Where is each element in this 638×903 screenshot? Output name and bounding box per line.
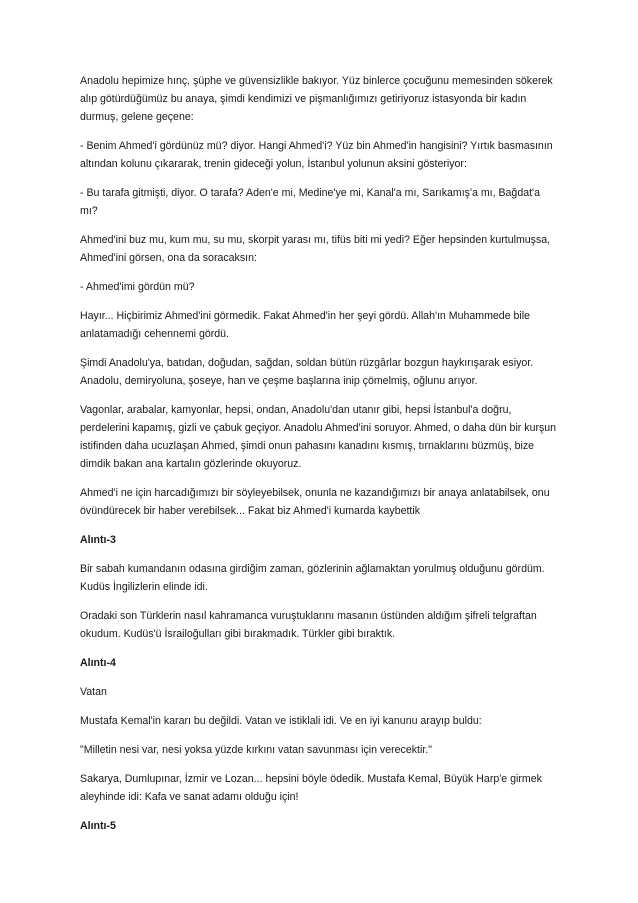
paragraph-14: "Milletin nesi var, nesi yoksa yüzde kırkını vatan savunması için verecektir." xyxy=(80,744,432,756)
document-page xyxy=(80,72,560,846)
paragraph-13: Mustafa Kemal'in kararı bu değildi. Vatan ve istiklali idi. Ve en iyi kanunu arayıp buldu: xyxy=(80,715,482,727)
paragraph-7: Şimdi Anadolu'ya, batıdan, doğudan, sağdan, soldan bütün rüzgârlar bozgun haykırışarak esiyor. Anadolu, demiryoluna, şoseye, han ve çeşme başlarına inip çömelmiş, oğlunu arıyor. xyxy=(80,357,534,387)
section-heading-alinti-4: Alıntı-4 xyxy=(80,657,116,669)
paragraph-3: - Bu tarafa gitmişti, diyor. O tarafa? Aden'e mi, Medine'ye mi, Kanal'a mı, Sarıkamış'a mı, Bağdat'a mı? xyxy=(80,187,540,217)
paragraph-1: Anadolu hepimize hınç, şüphe ve güvensizlikle bakıyor. Yüz binlerce çocuğunu memesinden sökerek alıp götürdüğümüz bu anaya, şimdi kendimizi ve pişmanlığımızı getiriyoruz istasyonda bir kadın durmuş, gelene geçene: xyxy=(80,75,553,123)
paragraph-12: Vatan xyxy=(80,686,107,698)
paragraph-15: Sakarya, Dumlupınar, İzmir ve Lozan... hepsini böyle ödedik. Mustafa Kemal, Büyük Harp'e girmek aleyhinde idi: Kafa ve sanat adamı olduğu için! xyxy=(80,773,542,803)
paragraph-6: Hayır... Hiçbirimiz Ahmed'ini görmedik. Fakat Ahmed'in her şeyi gördü. Allah'ın Muhammede bile anlatamadığı cehennemi gördü. xyxy=(80,310,531,340)
section-heading-alinti-3: Alıntı-3 xyxy=(80,534,116,546)
paragraph-2: - Benim Ahmed'i gördünüz mü? diyor. Hangi Ahmed'i? Yüz bin Ahmed'in hangisini? Yırtık basmasının altından kolunu çıkararak, trenin gideceği yolun, İstanbul yolunun aksini gösteriyor: xyxy=(80,140,553,170)
section-heading-alinti-5: Alıntı-5 xyxy=(80,820,116,832)
paragraph-11: Oradaki son Türklerin nasıl kahramanca vuruştuklarını masanın üstünden aldığım şifreli telgraftan okudum. Kudüs'ü İsrailoğulları gibi bırakmadık. Türkler gibi bıraktık. xyxy=(80,610,537,640)
paragraph-9: Ahmed'i ne için harcadığımızı bir söyleyebilsek, onunla ne kazandığımızı bir anaya anlatabilsek, onu övündürecek bir haber verebilsek... Fakat biz Ahmed'i kumarda kaybettik xyxy=(80,487,550,517)
paragraph-4: Ahmed'ini buz mu, kum mu, su mu, skorpit yarası mı, tifüs biti mi yedi? Eğer hepsinden kurtulmuşsa, Ahmed'ini görsen, ona da soracaksın: xyxy=(80,234,551,264)
paragraph-8: Vagonlar, arabalar, kamyonlar, hepsi, ondan, Anadolu'dan utanır gibi, hepsi İstanbul'a doğru, perdelerini kapamış, gizli ve çabuk geçiyor. Anadolu Ahmed'ini soruyor. Ahmed, o daha dün bir kurşun istifinden daha ucuzlaşan Ahmed, şimdi onun pahasını kanadını kısmış, tırnaklarını büzmüş, bize dimdik bakan ana kartalın gözlerinde okuyoruz. xyxy=(80,404,557,470)
paragraph-5: - Ahmed'imi gördün mü? xyxy=(80,281,195,293)
paragraph-10: Bir sabah kumandanın odasına girdiğim zaman, gözlerinin ağlamaktan yorulmuş olduğunu gördüm. Kudüs İngilizlerin elinde idi. xyxy=(80,563,545,593)
